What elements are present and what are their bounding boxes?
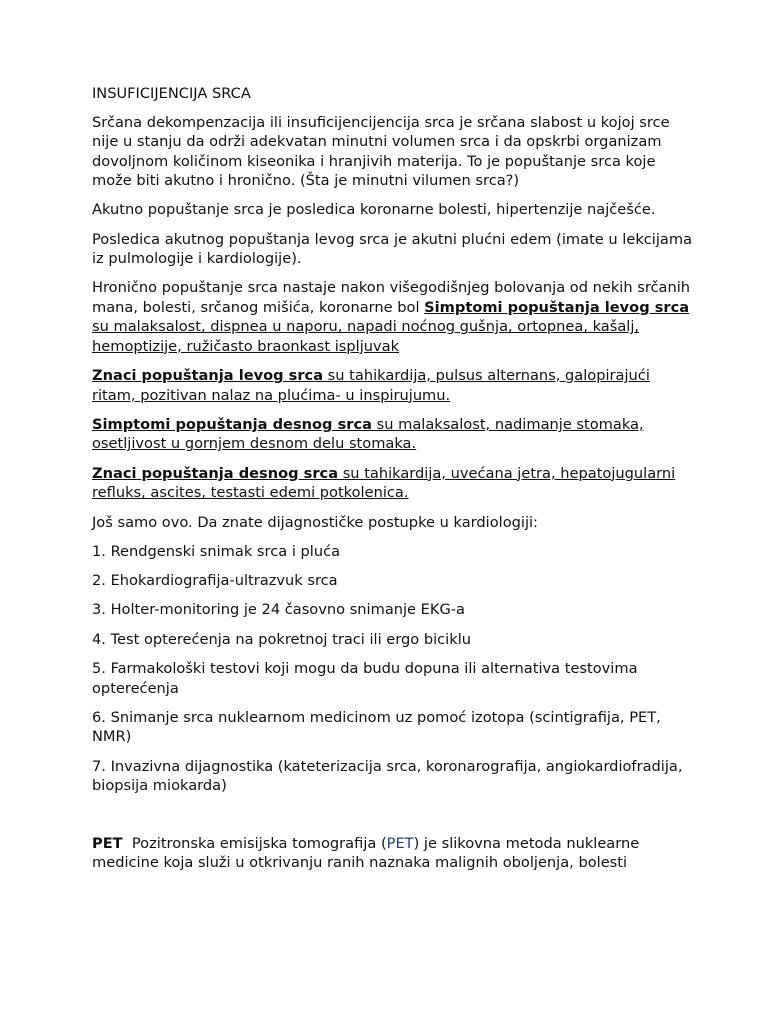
diagnostics-intro: Još samo ovo. Da znate dijagnostičke postupke u kardiologiji:	[92, 513, 538, 531]
symptoms-left-text: su malaksalost, dispnea u naporu, napadi noćnog gušnja, ortopnea, kašalj, hemoptizije, ružičasto braonkast ispljuvak	[92, 318, 640, 355]
document-title: INSUFICIJENCIJA SRCA	[92, 85, 251, 102]
diagnostic-item: 1. Rendgenski snimak srca i pluća	[92, 542, 341, 560]
pet-text-after: ) je slikovna metoda nuklearne medicine koja služi u otkrivanju ranih naznaka malignih oboljenja, bolesti	[92, 834, 640, 872]
pet-paragraph	[92, 834, 692, 873]
signs-right-text: su tahikardija, uvećana jetra, hepatojugularni refluks, ascites, testasti edemi potkolenica.	[92, 464, 676, 502]
diagnostic-item: 2. Ehokardiografija-ultrazvuk srca	[92, 572, 338, 590]
signs-left-paragraph	[92, 366, 692, 405]
symptoms-left-label: Simptomi popuštanja levog srca	[424, 298, 690, 316]
diagnostic-item: 4. Test opterećenja na pokretnoj traci ili ergo biciklu	[92, 630, 471, 648]
symptoms-right-paragraph	[92, 415, 692, 454]
diagnostic-item: 6. Snimanje srca nuklearnom medicinom uz pomoć izotopa (scintigrafija, PET, NMR)	[92, 708, 661, 746]
chronic-paragraph	[92, 278, 692, 356]
pet-abbrev: PET	[386, 834, 414, 852]
diagnostic-item: 7. Invazivna dijagnostika (kateterizacija srca, koronarografija, angiokardiofradija, biopsija miokarda)	[92, 757, 683, 795]
acute-paragraph: Akutno popuštanje srca je posledica koronarne bolesti, hipertenzije najčešće.	[92, 201, 656, 219]
chronic-intro-text: Hronično popuštanje srca nastaje nakon višegodišnjeg bolovanja od nekih srčanih mana, bolesti, srčanog mišića, koronarne bol	[92, 279, 691, 316]
signs-right-label: Znaci popuštanja desnog srca	[92, 464, 339, 482]
diagnostic-item: 5. Farmakološki testovi koji mogu da budu dopuna ili alternativa testovima opterećenja	[92, 660, 638, 697]
diagnostic-item: 3. Holter-monitoring je 24 časovno snimanje EKG-a	[92, 601, 465, 619]
signs-left-label: Znaci popuštanja levog srca	[92, 367, 324, 385]
document-body	[92, 84, 692, 882]
acute-left-paragraph: Posledica akutnog popuštanja levog srca je akutni plućni edem (imate u lekcijama iz pulmologije i kardiologije).	[92, 230, 693, 268]
signs-right-paragraph	[92, 464, 692, 503]
pet-text-before: Pozitronska emisijska tomografija (	[122, 834, 387, 852]
symptoms-right-label: Simptomi popuštanja desnog srca	[92, 415, 372, 433]
symptoms-right-text: su malaksalost, nadimanje stomaka, osetljivost u gornjem desnom delu stomaka.	[92, 415, 644, 453]
signs-left-text: su tahikardija, pulsus alternans, galopirajući ritam, pozitivan nalaz na plućima- u inspirujumu.	[92, 367, 650, 404]
intro-paragraph: Srčana dekompenzacija ili insuficijencijencija srca je srčana slabost u kojoj srce nije u stanju da održi adekvatan minutni volumen srca i da opskrbi organizam dovoljnom količinom kiseonika i hranjivih materija. To je popuštanje srca koje može biti akutno i hronično. (Šta je minutni vilumen srca?)	[92, 113, 670, 189]
pet-label: PET	[92, 834, 123, 852]
